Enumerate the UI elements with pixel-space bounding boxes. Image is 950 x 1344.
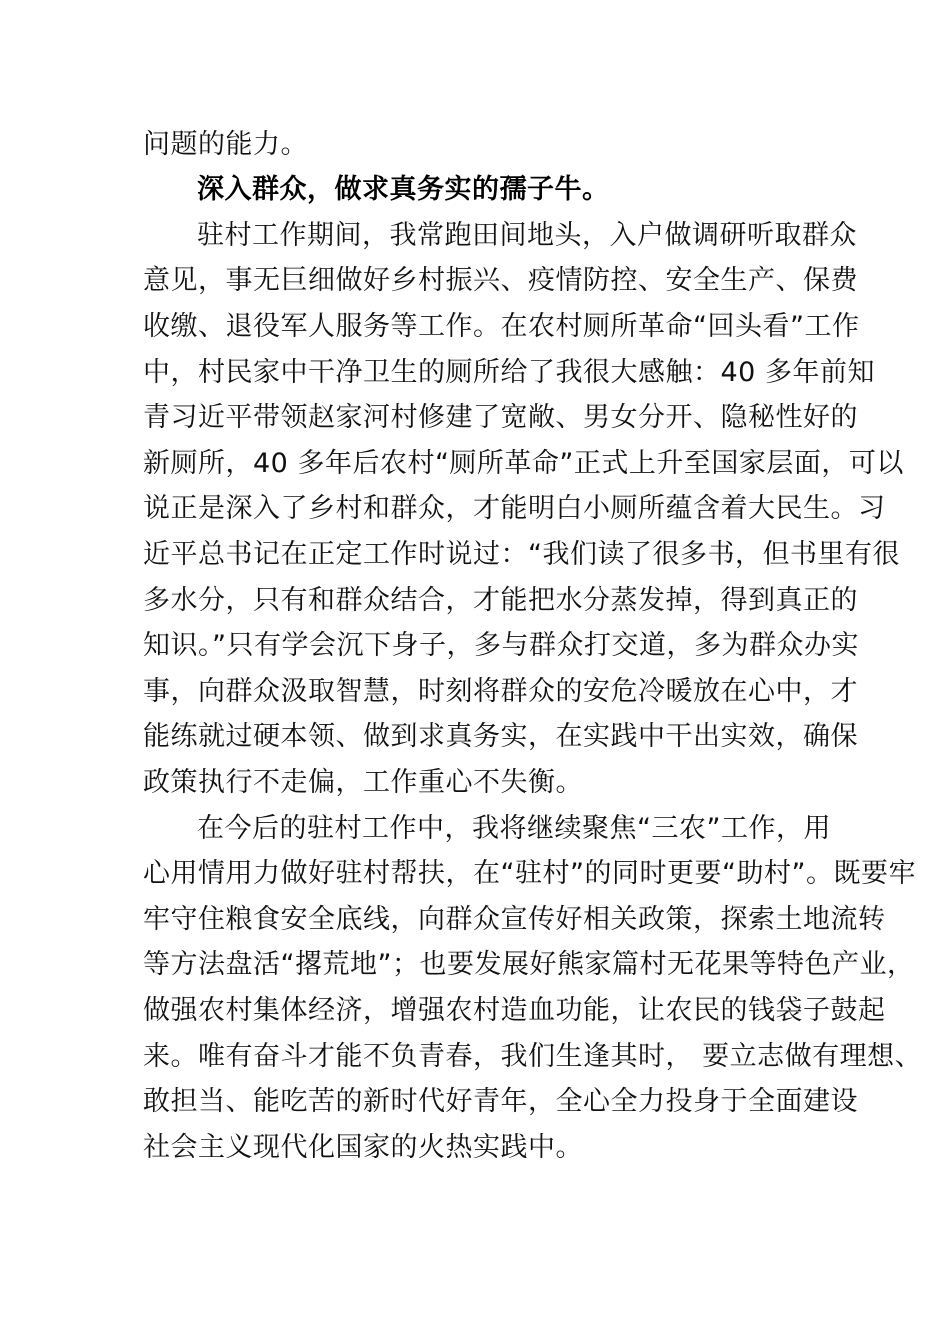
text-line: 敢担当、能吃苦的新时代好青年，全心全力投身于全面建设: [143, 1086, 858, 1117]
text-line: 中，村民家中干净卫生的厕所给了我很大感触：40 多年前知: [143, 357, 875, 388]
text-line: 问题的能力。: [143, 129, 308, 160]
text-line: 驻村工作期间，我常跑田间地头，入户做调研听取群众: [197, 220, 857, 251]
text-line: 心用情用力做好驻村帮扶，在“驻村”的同时更要“助村”。既要牢: [143, 858, 916, 889]
text-line: 新厕所，40 多年后农村“厕所革命”正式上升至国家层面，可以: [143, 448, 904, 479]
text-line: 收缴、退役军人服务等工作。在农村厕所革命“回头看”工作: [143, 311, 860, 342]
text-line: 做强农村集体经济，增强农村造血功能，让农民的钱袋子鼓起: [143, 995, 886, 1026]
text-line: 意见，事无巨细做好乡村振兴、疫情防控、安全生产、保费: [143, 265, 858, 296]
text-line: 社会主义现代化国家的火热实践中。: [143, 1132, 583, 1163]
text-line: 青习近平带领赵家河村修建了宽敞、男女分开、隐秘性好的: [143, 402, 858, 433]
section-heading: 深入群众，做求真务实的孺子牛。: [197, 174, 610, 205]
text-line: 事，向群众汲取智慧，时刻将群众的安危冷暖放在心中，才: [143, 676, 858, 707]
text-line: 在今后的驻村工作中，我将继续聚焦“三农”工作，用: [197, 813, 831, 844]
text-line: 近平总书记在正定工作时说过：“我们读了很多书，但书里有很: [143, 539, 900, 570]
text-line: 能练就过硬本领、做到求真务实，在实践中干出实效，确保: [143, 721, 858, 752]
text-line: 来。唯有奋斗才能不负青春，我们生逢其时， 要立志做有理想、: [143, 1041, 923, 1072]
text-line: 说正是深入了乡村和群众，才能明白小厕所蕴含着大民生。习: [143, 493, 886, 524]
text-line: 牢守住粮食安全底线，向群众宣传好相关政策，探索土地流转: [143, 904, 886, 935]
text-line: 等方法盘活“撂荒地”；也要发展好熊家篇村无花果等特色产业，: [143, 949, 915, 980]
text-line: 多水分，只有和群众结合，才能把水分蒸发掉，得到真正的: [143, 585, 858, 616]
text-line: 知识。”只有学会沉下身子，多与群众打交道，多为群众办实: [143, 630, 859, 661]
text-line: 政策执行不走偏，工作重心不失衡。: [143, 767, 583, 798]
